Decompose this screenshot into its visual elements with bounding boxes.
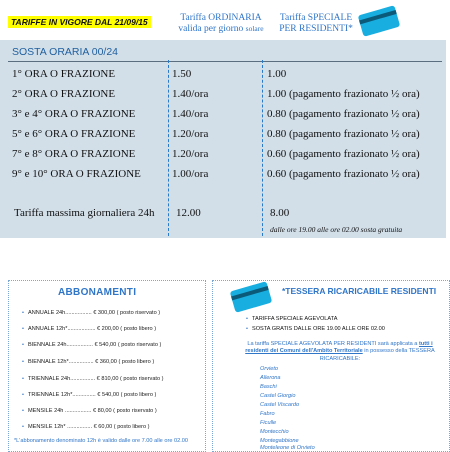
bullet-icon: • <box>246 316 248 322</box>
max-daily-residenti: 8.00 <box>270 207 290 219</box>
row-ordinaria: 1.40/ora <box>172 88 209 100</box>
row-residenti: 1.00 (pagamento frazionato ½ ora) <box>267 88 420 100</box>
row-residenti: 0.80 (pagamento frazionato ½ ora) <box>267 128 420 140</box>
bullet-icon: • <box>22 359 24 365</box>
row-label: 3° e 4° ORA O FRAZIONE <box>12 108 136 120</box>
validity-banner: TARIFFE IN VIGORE DAL 21/09/15 <box>8 16 151 28</box>
bullet-icon: • <box>22 408 24 414</box>
row-residenti: 0.80 (pagamento frazionato ½ ora) <box>267 108 420 120</box>
row-ordinaria: 1.50 <box>172 68 192 80</box>
row-ordinaria: 1.00/ora <box>172 168 209 180</box>
bullet-icon: • <box>22 326 24 332</box>
speciale-subtitle: PER RESIDENTI* <box>279 23 353 34</box>
comune-item: Montecchio <box>260 429 289 435</box>
speciale-title: Tariffa SPECIALE <box>279 13 353 23</box>
sosta-title: SOSTA ORARIA 00/24 <box>12 46 119 58</box>
ordinaria-subtitle: valida per giorno solare <box>178 23 264 34</box>
comune-item: Orvieto <box>260 366 279 372</box>
row-residenti: 0.60 (pagamento frazionato ½ ora) <box>267 168 420 180</box>
ordinaria-header <box>176 13 266 34</box>
comune-item: Monteleone di Orvieto <box>260 445 315 451</box>
row-label: 7° e 8° ORA O FRAZIONE <box>12 148 136 160</box>
comune-item: Castel Giorgio <box>260 393 296 399</box>
column-divider <box>168 60 169 236</box>
list-item: • BIENNALE 12h*................ € 360,00 ( posto libero ) <box>22 359 155 365</box>
comune-item: Castel Viscardo <box>260 402 300 408</box>
row-ordinaria: 1.20/ora <box>172 148 209 160</box>
max-daily-ordinaria: 12.00 <box>176 207 201 219</box>
row-label: 2° ORA O FRAZIONE <box>12 88 116 100</box>
divider <box>8 61 442 62</box>
list-item: • ANNUALE 24h................. € 300,00 ( posto riservato ) <box>22 310 161 316</box>
list-item: • ANNUALE 12h*.................. € 200,00 ( posto libero ) <box>22 326 157 332</box>
bullet-icon: • <box>22 342 24 348</box>
row-residenti: 1.00 <box>267 68 287 80</box>
tessera-description: La tariffa SPECIALE AGEVOLATA PER RESIDENTI sarà applicata a tutti i residenti dei Comuni dell'Ambito Territoriale in possesso della TESSERA RICARICABILE: <box>245 341 435 362</box>
abbonamenti-footnote: *L'abbonamento denominato 12h è valido dalle ore 7.00 alle ore 02.00 <box>14 438 188 444</box>
tessera-title: *TESSERA RICARICABILE RESIDENTI <box>282 286 437 296</box>
comune-item: Baschi <box>260 384 277 390</box>
list-item: • TRIENNALE 24h................ € 810,00 ( posto riservato ) <box>22 376 164 382</box>
ordinaria-title: Tariffa ORDINARIA <box>180 13 262 23</box>
bullet-icon: • <box>22 310 24 316</box>
comune-item: Ficulle <box>260 420 277 426</box>
bullet-icon: • <box>22 376 24 382</box>
bullet-icon: • <box>22 424 24 430</box>
card-icon <box>358 5 401 37</box>
abbonamenti-title: ABBONAMENTI <box>58 287 137 298</box>
row-label: 5° e 6° ORA O FRAZIONE <box>12 128 136 140</box>
list-item: • SOSTA GRATIS DALLE ORE 19.00 ALLE ORE 02.00 <box>246 326 385 332</box>
list-item: • BIENNALE 24h................. € 540,00 ( posto riservato ) <box>22 342 162 348</box>
comune-item: Allerona <box>260 375 281 381</box>
list-item: • MENSILE 12h* ................ € 60,00 ( posto libero ) <box>22 424 150 430</box>
free-parking-note: dalle ore 19.00 alle ore 02.00 sosta gratuita <box>270 225 403 234</box>
row-label: 1° ORA O FRAZIONE <box>12 68 116 80</box>
list-item: • TARIFFA SPECIALE AGEVOLATA <box>246 316 338 322</box>
list-item: • MENSILE 24h ................. € 80,00 ( posto riservato ) <box>22 408 157 414</box>
row-ordinaria: 1.20/ora <box>172 128 209 140</box>
row-label: 9° e 10° ORA O FRAZIONE <box>12 168 141 180</box>
column-divider <box>262 60 263 236</box>
max-daily-label: Tariffa massima giornaliera 24h <box>14 207 155 219</box>
row-residenti: 0.60 (pagamento frazionato ½ ora) <box>267 148 420 160</box>
comune-item: Montegabbione <box>260 438 299 444</box>
list-item: • TRIENNALE 12h*............... € 540,00 ( posto libero ) <box>22 392 157 398</box>
row-ordinaria: 1.40/ora <box>172 108 209 120</box>
bullet-icon: • <box>246 326 248 332</box>
bullet-icon: • <box>22 392 24 398</box>
speciale-header <box>276 13 356 34</box>
comune-item: Fabro <box>260 411 275 417</box>
